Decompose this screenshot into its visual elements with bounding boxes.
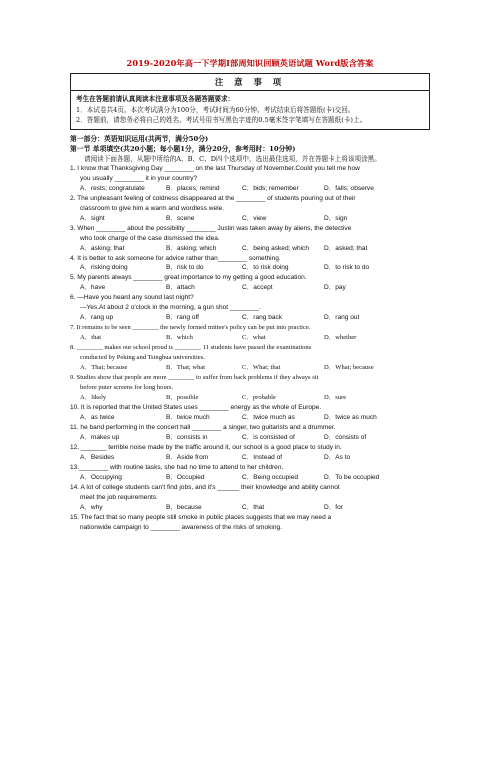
- answer-options: [70, 313, 430, 323]
- answer-option[interactable]: A．rests; congratulate: [80, 184, 145, 192]
- answer-option[interactable]: D．rang out: [324, 314, 360, 322]
- answer-option[interactable]: C．is consisted of: [242, 434, 295, 441]
- question-stem-line-1: 4. It is better to ask someone for advice rather than________ something.: [70, 254, 281, 262]
- question-item: [70, 323, 430, 343]
- question-item: [70, 443, 430, 463]
- question-stem-line-1: 12. _______ terrible noise made by the traffic around it, our school is a good place to study in.: [70, 444, 342, 451]
- question-stem: [70, 273, 430, 283]
- question-stem-line-1: 3. When ________ about the possibility ________ Justin was taken away by aliens, the detective: [70, 224, 352, 232]
- question-item: [70, 343, 430, 373]
- answer-option[interactable]: D．What; because: [324, 364, 374, 372]
- question-stem-line-1: 5. My parents always ________ great importance to my getting a good education.: [70, 274, 307, 282]
- answer-option[interactable]: D．To be occupied: [324, 473, 380, 481]
- answer-option[interactable]: B．which: [166, 334, 193, 342]
- question-item: [70, 463, 430, 483]
- question-stem: [70, 373, 430, 393]
- question-item: [70, 224, 430, 254]
- question-stem-line-2: who took charge of the case dismissed the idea.: [80, 234, 220, 242]
- answer-option[interactable]: A．that: [80, 334, 102, 342]
- question-item: [70, 423, 430, 443]
- notice-lead: 考生在答题前请认真阅读本注意事项及各题答题要求：: [76, 95, 235, 103]
- answer-option[interactable]: D．falls; observe: [324, 184, 374, 192]
- answer-option[interactable]: A．That; because: [80, 364, 128, 372]
- answer-option[interactable]: B．asking; which: [166, 244, 217, 252]
- answer-option[interactable]: C．view: [242, 214, 267, 222]
- answer-option[interactable]: C．bids; remember: [242, 184, 299, 192]
- answer-option[interactable]: A．asking; that: [80, 244, 125, 252]
- question-stem-line-1: 10. It is reported that the United States uses ________ energy as the whole of Europe.: [70, 404, 322, 412]
- question-list: [70, 164, 430, 533]
- question-stem-line-1: 1. I know that Thanksgiving Day ________ on the last Thursday of November.Could you tell me how: [70, 164, 360, 172]
- answer-option[interactable]: D．to risk to do: [324, 264, 370, 272]
- question-stem-line-2: you usually ________ it in your country?: [80, 174, 198, 182]
- answer-option[interactable]: C．what: [242, 334, 266, 342]
- document-title: 2019-2020年高一下学期Ⅰ部周知识回顾英语试题 Word版含答案: [126, 58, 374, 68]
- question-item: [70, 254, 430, 274]
- question-stem-line-2: nationwide campaign to ________ awareness of the risks of smoking.: [80, 523, 282, 531]
- answer-option[interactable]: C．Instead of: [242, 453, 283, 461]
- answer-option[interactable]: C．that: [242, 503, 265, 511]
- answer-options: [70, 263, 430, 273]
- answer-option[interactable]: B．Occupied: [166, 473, 205, 481]
- notice-heading: 注 意 事 项: [71, 74, 429, 91]
- answer-option[interactable]: A．likely: [80, 394, 107, 402]
- answer-option[interactable]: C．accept: [242, 284, 273, 292]
- part-heading: 第一部分：英语知识运用(共两节，满分50分): [70, 134, 209, 143]
- exam-page: [0, 58, 500, 765]
- answer-option[interactable]: A．risking doing: [80, 264, 128, 272]
- answer-option[interactable]: B．rang off: [166, 314, 199, 322]
- answer-options: [70, 184, 430, 194]
- question-stem: [70, 293, 430, 313]
- question-stem-line-1: 6. —Have you heard any sound last night?: [70, 294, 194, 302]
- question-stem-line-1: 9. Studies show that people are more ________ to suffer from back problems if they always sit: [70, 374, 319, 382]
- answer-option[interactable]: C．probable: [242, 394, 276, 402]
- answer-option[interactable]: D．for: [324, 503, 343, 511]
- question-item: [70, 373, 430, 403]
- answer-option[interactable]: B．scene: [166, 214, 195, 222]
- answer-options: [70, 214, 430, 224]
- question-stem-line-2: —Yes.At about 2 o'clock in the morning, a gun shot ________.: [80, 304, 261, 312]
- instructions: 请阅读下面各题，从题中所给的A、B、C、D四个选项中，选出最佳选项，并在答题卡上将该项涂黑。: [84, 154, 381, 163]
- answer-option[interactable]: B．possible: [166, 394, 199, 402]
- question-item: [70, 513, 430, 533]
- answer-options: [70, 433, 430, 443]
- answer-option[interactable]: B．That; what: [166, 364, 206, 372]
- answer-option[interactable]: D．twice as much: [324, 414, 377, 422]
- answer-option[interactable]: C．What; that: [242, 364, 281, 372]
- question-stem-line-1: 11. he band performing in the concert hall ________ a singer, two guitarists and a drummer.: [70, 424, 336, 432]
- answer-option[interactable]: C．Being occupied: [242, 473, 299, 481]
- question-stem: [70, 254, 430, 264]
- answer-options: [70, 244, 430, 254]
- answer-option[interactable]: B．Aside from: [166, 453, 209, 461]
- answer-option[interactable]: A．have: [80, 284, 106, 292]
- notice-item-1: 1．本试卷共4页。本次考试满分为100分，考试时间为60分钟。考试结束后将答题纸(卡)交回。: [76, 105, 355, 114]
- question-item: [70, 273, 430, 293]
- answer-option[interactable]: C．being asked; which: [242, 244, 309, 252]
- answer-options: [70, 473, 430, 483]
- answer-option[interactable]: B．twice much: [166, 414, 210, 422]
- answer-options: [70, 393, 430, 403]
- answer-option[interactable]: C．to risk doing: [242, 264, 289, 272]
- answer-option[interactable]: D．pay: [324, 284, 346, 292]
- question-stem: [70, 343, 430, 363]
- answer-option[interactable]: D．sure: [324, 394, 347, 402]
- answer-option[interactable]: B．consists in: [166, 434, 208, 441]
- question-stem-line-2: classroom to give him a warm and wordless wele.: [80, 204, 225, 212]
- question-stem: [70, 403, 430, 413]
- question-stem-line-2: conducted by Peking and Tsinghua universities.: [80, 354, 205, 362]
- answer-options: [70, 283, 430, 293]
- section-heading: 第一节 单项填空(共20小题；每小题1分，满分20分，参考用时：10分钟): [70, 144, 296, 153]
- answer-option[interactable]: C．twice much as: [242, 414, 295, 422]
- answer-option[interactable]: B．attach: [166, 284, 195, 292]
- question-stem: [70, 423, 430, 433]
- question-stem-line-1: 13.________ with routine tasks, she had no time to attend to her children.: [70, 463, 284, 471]
- answer-option[interactable]: B．places; remind: [166, 184, 220, 192]
- notice-box: [70, 73, 430, 130]
- question-item: [70, 164, 430, 194]
- answer-option[interactable]: A．rang up: [80, 314, 114, 322]
- question-stem-line-1: 15. The fact that so many people still smoke in public places suggests that we may need a: [70, 513, 332, 521]
- answer-option[interactable]: A．Occupying: [80, 473, 122, 481]
- answer-options: [70, 333, 430, 343]
- question-stem: [70, 483, 430, 503]
- answer-option[interactable]: D．sign: [324, 214, 348, 222]
- answer-option[interactable]: C．rang back: [242, 314, 283, 322]
- question-stem-line-1: 7. It remains to be seen ________ the newly formed mittee's policy can be put into practice.: [70, 324, 311, 332]
- answer-options: [70, 363, 430, 373]
- question-stem: [70, 443, 430, 453]
- question-stem-line-2: meet the job requirements.: [80, 493, 158, 501]
- question-stem-line-2: before puter screens for long hours.: [80, 384, 174, 392]
- question-stem: [70, 194, 430, 214]
- answer-option[interactable]: A．makes up: [80, 434, 120, 441]
- question-item: [70, 483, 430, 513]
- answer-option[interactable]: B．risk to do: [166, 264, 204, 272]
- answer-options: [70, 453, 430, 463]
- answer-options: [70, 413, 430, 423]
- answer-options: [70, 503, 430, 513]
- answer-option[interactable]: A．as twice: [80, 414, 115, 422]
- question-stem: [70, 513, 430, 533]
- answer-option[interactable]: A．sight: [80, 214, 105, 222]
- question-stem: [70, 463, 430, 473]
- answer-option[interactable]: D．consists of: [324, 434, 367, 441]
- question-item: [70, 194, 430, 224]
- answer-option[interactable]: A．Besides: [80, 453, 115, 461]
- question-stem: [70, 224, 430, 244]
- answer-option[interactable]: D．whether: [324, 334, 357, 342]
- answer-option[interactable]: D．As to: [324, 453, 351, 461]
- question-item: [70, 293, 430, 323]
- notice-item-2: 2．答题前，请您务必将自己的姓名、考试号用书写黑色字迹的0.5毫米签字笔填写在答题纸(卡)上。: [76, 116, 367, 124]
- answer-option[interactable]: D．asked; that: [324, 244, 368, 252]
- question-stem: [70, 164, 430, 184]
- question-stem-line-1: 14. A lot of college students can't find jobs, and it's ______ their knowledge and ability cannot: [70, 483, 340, 491]
- question-stem-line-1: 2. The unpleasant feeling of coldness disappeared at the ________ of students pouring out of their: [70, 194, 356, 202]
- question-item: [70, 403, 430, 423]
- question-stem: [70, 323, 430, 333]
- answer-option[interactable]: A．why: [80, 503, 103, 511]
- answer-option[interactable]: B．because: [166, 503, 202, 511]
- question-stem-line-1: 8. ________ makes our school proud is ________ 11 students have passed the examinations: [70, 344, 312, 352]
